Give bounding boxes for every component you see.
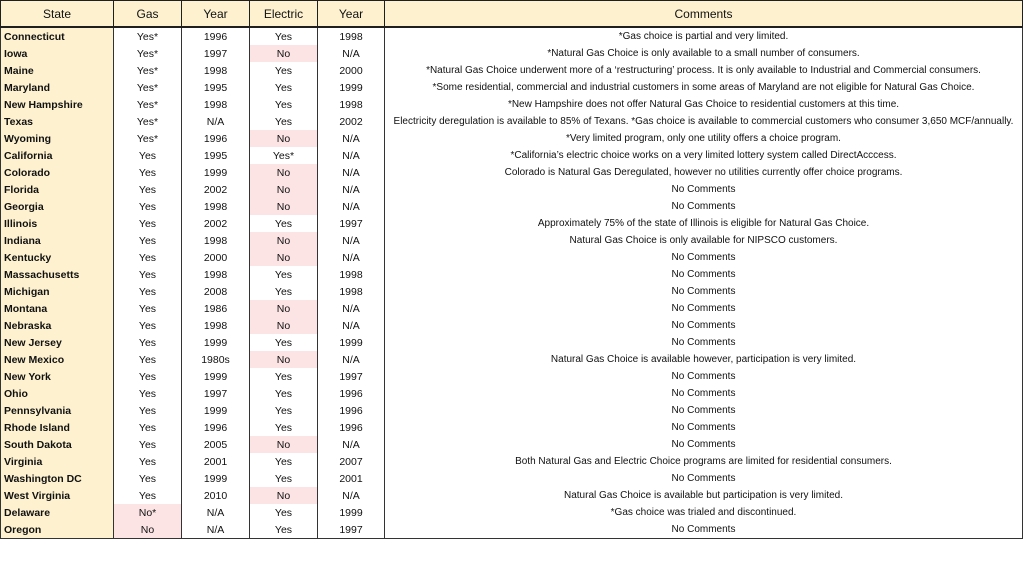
state-cell: California <box>1 147 114 164</box>
gas-cell: Yes <box>114 181 182 198</box>
table-row <box>1 351 1023 368</box>
electric-cell: No <box>250 249 318 266</box>
gas-cell: Yes <box>114 215 182 232</box>
header-gas: Gas <box>114 1 182 28</box>
gas-year-cell: 2008 <box>182 283 250 300</box>
table-row <box>1 147 1023 164</box>
table-row <box>1 96 1023 113</box>
electric-cell: No <box>250 436 318 453</box>
gas-cell: Yes <box>114 385 182 402</box>
gas-cell: Yes <box>114 300 182 317</box>
electric-cell: Yes <box>250 453 318 470</box>
table-row <box>1 232 1023 249</box>
state-cell: Oregon <box>1 521 114 539</box>
header-row <box>1 1 1023 28</box>
table-row <box>1 487 1023 504</box>
table-row <box>1 215 1023 232</box>
comment-cell: *New Hampshire does not offer Natural Gas Choice to residential customers at this time. <box>385 96 1023 113</box>
table-row <box>1 436 1023 453</box>
table-row <box>1 402 1023 419</box>
state-cell: Iowa <box>1 45 114 62</box>
comment-cell: Both Natural Gas and Electric Choice programs are limited for residential consumers. <box>385 453 1023 470</box>
table-row <box>1 334 1023 351</box>
state-cell: New York <box>1 368 114 385</box>
electric-year-cell: 2002 <box>318 113 385 130</box>
gas-year-cell: 2000 <box>182 249 250 266</box>
state-cell: Delaware <box>1 504 114 521</box>
gas-cell: Yes <box>114 164 182 181</box>
electric-year-cell: N/A <box>318 300 385 317</box>
gas-cell: Yes* <box>114 130 182 147</box>
gas-cell: Yes <box>114 317 182 334</box>
comment-cell: Natural Gas Choice is available but participation is very limited. <box>385 487 1023 504</box>
gas-year-cell: 1980s <box>182 351 250 368</box>
gas-cell: Yes <box>114 368 182 385</box>
state-cell: Maine <box>1 62 114 79</box>
electric-cell: Yes <box>250 419 318 436</box>
electric-cell: No <box>250 317 318 334</box>
comment-cell: *Gas choice was trialed and discontinued. <box>385 504 1023 521</box>
table-row <box>1 79 1023 96</box>
electric-year-cell: N/A <box>318 232 385 249</box>
electric-cell: Yes <box>250 62 318 79</box>
comment-cell: No Comments <box>385 402 1023 419</box>
comment-cell: No Comments <box>385 283 1023 300</box>
comment-cell: No Comments <box>385 419 1023 436</box>
gas-year-cell: 1996 <box>182 130 250 147</box>
gas-year-cell: 1996 <box>182 419 250 436</box>
state-cell: Kentucky <box>1 249 114 266</box>
electric-year-cell: N/A <box>318 164 385 181</box>
comment-cell: *Natural Gas Choice is only available to a small number of consumers. <box>385 45 1023 62</box>
electric-cell: Yes <box>250 96 318 113</box>
electric-cell: No <box>250 130 318 147</box>
gas-cell: No* <box>114 504 182 521</box>
electric-year-cell: N/A <box>318 198 385 215</box>
gas-year-cell: 1997 <box>182 45 250 62</box>
state-cell: Montana <box>1 300 114 317</box>
table-row <box>1 164 1023 181</box>
comment-cell: *Very limited program, only one utility offers a choice program. <box>385 130 1023 147</box>
comment-cell: No Comments <box>385 181 1023 198</box>
gas-cell: Yes <box>114 419 182 436</box>
electric-cell: Yes <box>250 283 318 300</box>
header-gas-year: Year <box>182 1 250 28</box>
state-cell: Ohio <box>1 385 114 402</box>
electric-cell: No <box>250 181 318 198</box>
electric-year-cell: N/A <box>318 351 385 368</box>
gas-year-cell: 2002 <box>182 181 250 198</box>
state-cell: New Mexico <box>1 351 114 368</box>
state-cell: Connecticut <box>1 27 114 45</box>
state-cell: Virginia <box>1 453 114 470</box>
gas-year-cell: 1999 <box>182 334 250 351</box>
electric-cell: Yes <box>250 470 318 487</box>
comment-cell: Natural Gas Choice is available however, participation is very limited. <box>385 351 1023 368</box>
electric-year-cell: 1997 <box>318 368 385 385</box>
gas-year-cell: 1998 <box>182 96 250 113</box>
gas-year-cell: 1995 <box>182 147 250 164</box>
state-cell: New Jersey <box>1 334 114 351</box>
table-row <box>1 470 1023 487</box>
electric-year-cell: 2000 <box>318 62 385 79</box>
comment-cell: Electricity deregulation is available to 85% of Texans. *Gas choice is available to commercial customers who consumer 3,650 MCF/annually. <box>385 113 1023 130</box>
gas-cell: Yes <box>114 402 182 419</box>
electric-year-cell: 1998 <box>318 27 385 45</box>
header-comments: Comments <box>385 1 1023 28</box>
header-electric: Electric <box>250 1 318 28</box>
table-row <box>1 283 1023 300</box>
state-cell: Pennsylvania <box>1 402 114 419</box>
electric-year-cell: 1996 <box>318 385 385 402</box>
gas-year-cell: 2005 <box>182 436 250 453</box>
gas-cell: Yes* <box>114 62 182 79</box>
comment-cell: No Comments <box>385 317 1023 334</box>
header-state: State <box>1 1 114 28</box>
electric-year-cell: 1999 <box>318 504 385 521</box>
electric-cell: Yes <box>250 334 318 351</box>
table-body <box>1 27 1023 539</box>
gas-year-cell: 2010 <box>182 487 250 504</box>
gas-year-cell: 1999 <box>182 368 250 385</box>
gas-year-cell: 1999 <box>182 470 250 487</box>
gas-year-cell: 1998 <box>182 198 250 215</box>
table-row <box>1 113 1023 130</box>
gas-cell: Yes <box>114 266 182 283</box>
state-cell: Indiana <box>1 232 114 249</box>
gas-year-cell: 2002 <box>182 215 250 232</box>
table-row <box>1 45 1023 62</box>
electric-year-cell: 1998 <box>318 266 385 283</box>
table-row <box>1 453 1023 470</box>
comment-cell: *Natural Gas Choice underwent more of a ‘restructuring’ process. It is only available to Industrial and Commercial consumers. <box>385 62 1023 79</box>
table-row <box>1 521 1023 539</box>
electric-year-cell: 1998 <box>318 283 385 300</box>
gas-cell: Yes <box>114 470 182 487</box>
electric-cell: Yes <box>250 266 318 283</box>
electric-year-cell: N/A <box>318 45 385 62</box>
comment-cell: No Comments <box>385 334 1023 351</box>
gas-cell: Yes <box>114 147 182 164</box>
electric-year-cell: 1998 <box>318 96 385 113</box>
electric-cell: Yes <box>250 385 318 402</box>
electric-year-cell: N/A <box>318 147 385 164</box>
state-cell: Wyoming <box>1 130 114 147</box>
state-cell: Nebraska <box>1 317 114 334</box>
electric-cell: Yes <box>250 27 318 45</box>
table-row <box>1 62 1023 79</box>
electric-year-cell: 1999 <box>318 79 385 96</box>
table-row <box>1 317 1023 334</box>
gas-year-cell: 1996 <box>182 27 250 45</box>
gas-year-cell: 1999 <box>182 402 250 419</box>
table-row <box>1 249 1023 266</box>
comment-cell: No Comments <box>385 368 1023 385</box>
gas-year-cell: 1998 <box>182 317 250 334</box>
electric-year-cell: 2007 <box>318 453 385 470</box>
state-cell: Florida <box>1 181 114 198</box>
state-cell: Texas <box>1 113 114 130</box>
comment-cell: Colorado is Natural Gas Deregulated, however no utilities currently offer choice programs. <box>385 164 1023 181</box>
gas-cell: Yes* <box>114 96 182 113</box>
electric-year-cell: N/A <box>318 436 385 453</box>
electric-cell: No <box>250 487 318 504</box>
table-row <box>1 130 1023 147</box>
gas-cell: Yes* <box>114 45 182 62</box>
state-cell: West Virginia <box>1 487 114 504</box>
gas-cell: No <box>114 521 182 539</box>
table-row <box>1 385 1023 402</box>
gas-year-cell: 1998 <box>182 266 250 283</box>
gas-year-cell: 1998 <box>182 62 250 79</box>
gas-cell: Yes* <box>114 79 182 96</box>
state-cell: Michigan <box>1 283 114 300</box>
electric-year-cell: 1996 <box>318 419 385 436</box>
gas-cell: Yes <box>114 334 182 351</box>
electric-cell: No <box>250 232 318 249</box>
comment-cell: No Comments <box>385 198 1023 215</box>
electric-cell: Yes <box>250 215 318 232</box>
electric-year-cell: N/A <box>318 181 385 198</box>
table-row <box>1 266 1023 283</box>
gas-year-cell: 1997 <box>182 385 250 402</box>
state-cell: Illinois <box>1 215 114 232</box>
state-cell: Massachusetts <box>1 266 114 283</box>
state-cell: Rhode Island <box>1 419 114 436</box>
electric-year-cell: 1999 <box>318 334 385 351</box>
gas-cell: Yes <box>114 453 182 470</box>
gas-cell: Yes <box>114 198 182 215</box>
gas-cell: Yes <box>114 351 182 368</box>
table-row <box>1 27 1023 45</box>
state-cell: Georgia <box>1 198 114 215</box>
electric-cell: Yes <box>250 368 318 385</box>
comment-cell: No Comments <box>385 266 1023 283</box>
table-row <box>1 504 1023 521</box>
electric-cell: Yes* <box>250 147 318 164</box>
electric-year-cell: N/A <box>318 249 385 266</box>
gas-year-cell: N/A <box>182 113 250 130</box>
gas-year-cell: N/A <box>182 521 250 539</box>
state-cell: New Hampshire <box>1 96 114 113</box>
electric-cell: Yes <box>250 521 318 539</box>
comment-cell: Approximately 75% of the state of Illinois is eligible for Natural Gas Choice. <box>385 215 1023 232</box>
gas-cell: Yes <box>114 487 182 504</box>
electric-year-cell: N/A <box>318 487 385 504</box>
electric-year-cell: 1996 <box>318 402 385 419</box>
comment-cell: No Comments <box>385 436 1023 453</box>
table-row <box>1 419 1023 436</box>
electric-cell: No <box>250 198 318 215</box>
electric-cell: No <box>250 164 318 181</box>
electric-cell: No <box>250 300 318 317</box>
gas-cell: Yes <box>114 232 182 249</box>
comment-cell: *California’s electric choice works on a very limited lottery system called DirectAcccess. <box>385 147 1023 164</box>
table-row <box>1 368 1023 385</box>
comment-cell: Natural Gas Choice is only available for NIPSCO customers. <box>385 232 1023 249</box>
gas-year-cell: 1995 <box>182 79 250 96</box>
gas-year-cell: 1999 <box>182 164 250 181</box>
electric-year-cell: 1997 <box>318 521 385 539</box>
state-cell: Washington DC <box>1 470 114 487</box>
electric-year-cell: 1997 <box>318 215 385 232</box>
comment-cell: No Comments <box>385 521 1023 539</box>
comment-cell: *Some residential, commercial and industrial customers in some areas of Maryland are not eligible for Natural Gas Choice. <box>385 79 1023 96</box>
comment-cell: No Comments <box>385 249 1023 266</box>
comment-cell: No Comments <box>385 470 1023 487</box>
table-row <box>1 300 1023 317</box>
table-row <box>1 181 1023 198</box>
gas-cell: Yes <box>114 249 182 266</box>
gas-year-cell: N/A <box>182 504 250 521</box>
gas-year-cell: 1986 <box>182 300 250 317</box>
gas-cell: Yes <box>114 283 182 300</box>
state-cell: South Dakota <box>1 436 114 453</box>
gas-year-cell: 2001 <box>182 453 250 470</box>
electric-year-cell: N/A <box>318 317 385 334</box>
electric-cell: No <box>250 351 318 368</box>
state-cell: Colorado <box>1 164 114 181</box>
electric-cell: Yes <box>250 79 318 96</box>
electric-cell: Yes <box>250 504 318 521</box>
gas-cell: Yes <box>114 436 182 453</box>
table-row <box>1 198 1023 215</box>
electric-cell: Yes <box>250 113 318 130</box>
header-electric-year: Year <box>318 1 385 28</box>
gas-cell: Yes* <box>114 27 182 45</box>
comment-cell: *Gas choice is partial and very limited. <box>385 27 1023 45</box>
comment-cell: No Comments <box>385 300 1023 317</box>
gas-year-cell: 1998 <box>182 232 250 249</box>
electric-year-cell: 2001 <box>318 470 385 487</box>
electric-year-cell: N/A <box>318 130 385 147</box>
electric-cell: Yes <box>250 402 318 419</box>
comment-cell: No Comments <box>385 385 1023 402</box>
state-cell: Maryland <box>1 79 114 96</box>
gas-cell: Yes* <box>114 113 182 130</box>
electric-cell: No <box>250 45 318 62</box>
